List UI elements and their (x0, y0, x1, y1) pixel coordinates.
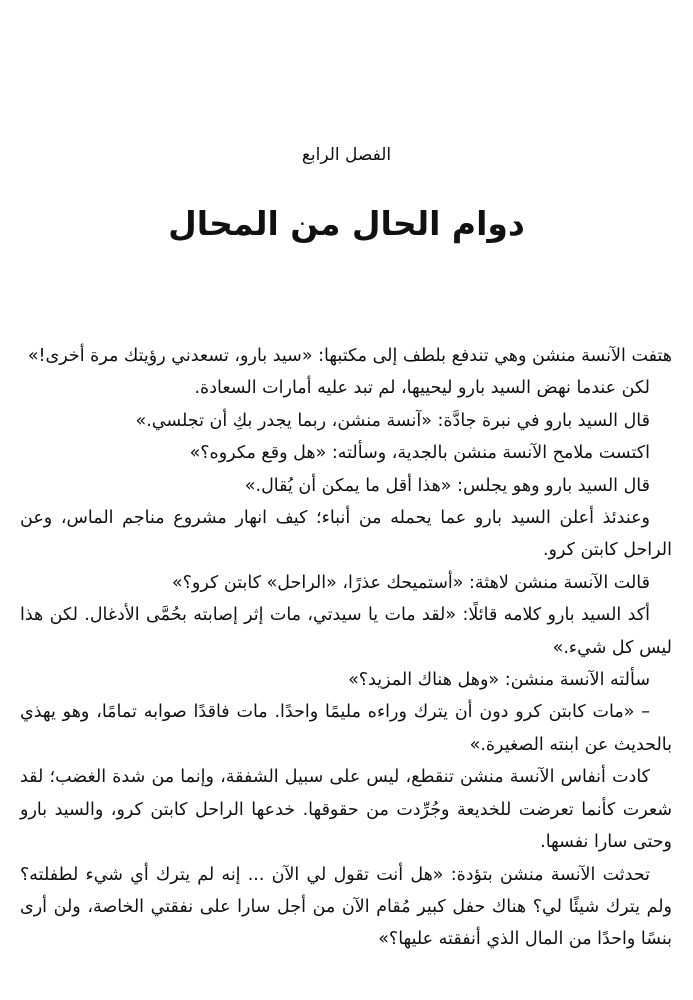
paragraph: هتفت الآنسة منشن وهي تندفع بلطف إلى مكتبها: «سيد بارو، تسعدني رؤيتك مرة أخرى!» (27, 346, 672, 366)
paragraph: وعندئذ أعلن السيد بارو عما يحمله من أنباء؛ كيف انهار مشروع مناجم الماس، وعن الراحل كابتن كرو. (20, 508, 672, 561)
paragraph: تحدثت الآنسة منشن بتؤدة: «هل أنت تقول لي الآن ... إنه لم يترك أي شيء لطفلته؟ ولم يترك شيئًا لي؟ هناك حفل كبير مُقام الآن من أجل سارا على نفقتي الخاصة، ولن أرى بنسًا واحدًا من المال الذي أنفقته عليها؟» (20, 864, 672, 950)
paragraph: سألته الآنسة منشن: «وهل هناك المزيد؟» (348, 670, 650, 691)
paragraph: قال السيد بارو وهو يجلس: «هذا أقل ما يمكن أن يُقال.» (244, 475, 650, 496)
paragraph: كادت أنفاس الآنسة منشن تنقطع، ليس على سبيل الشفقة، وإنما من شدة الغضب؛ لقد شعرت كأنما تعرضت للخديعة وجُرِّدت من حقوقها. خدعها الراحل كابتن كرو، والسيد بارو وحتى سارا نفسها. (20, 767, 672, 853)
paragraph: قال السيد بارو في نبرة جادَّة: «آنسة منشن، ربما يجدر بكِ أن تجلسي.» (135, 410, 650, 431)
paragraph: اكتست ملامح الآنسة منشن بالجدية، وسألته: «هل وقع مكروه؟» (189, 443, 650, 464)
body-text (20, 340, 672, 956)
paragraph: لكن عندما نهض السيد بارو ليحييها، لم تبد عليه أمارات السعادة. (194, 378, 650, 399)
chapter-title: دوام الحال من المحال (168, 204, 525, 243)
paragraph: – «مات كابتن كرو دون أن يترك وراءه مليمًا واحدًا. مات فاقدًا صوابه تمامًا، وهو يهذي بالحديث عن ابنته الصغيرة.» (20, 702, 672, 755)
paragraph: قالت الآنسة منشن لاهثة: «أستميحك عذرًا، «الراحل» كابتن كرو؟» (171, 572, 650, 593)
chapter-label: الفصل الرابع (301, 145, 392, 165)
paragraph: أكد السيد بارو كلامه قائلًا: «لقد مات يا سيدتي، مات إثر إصابته بحُمَّى الأدغال. لكن هذا ليس كل شيء.» (20, 605, 672, 658)
